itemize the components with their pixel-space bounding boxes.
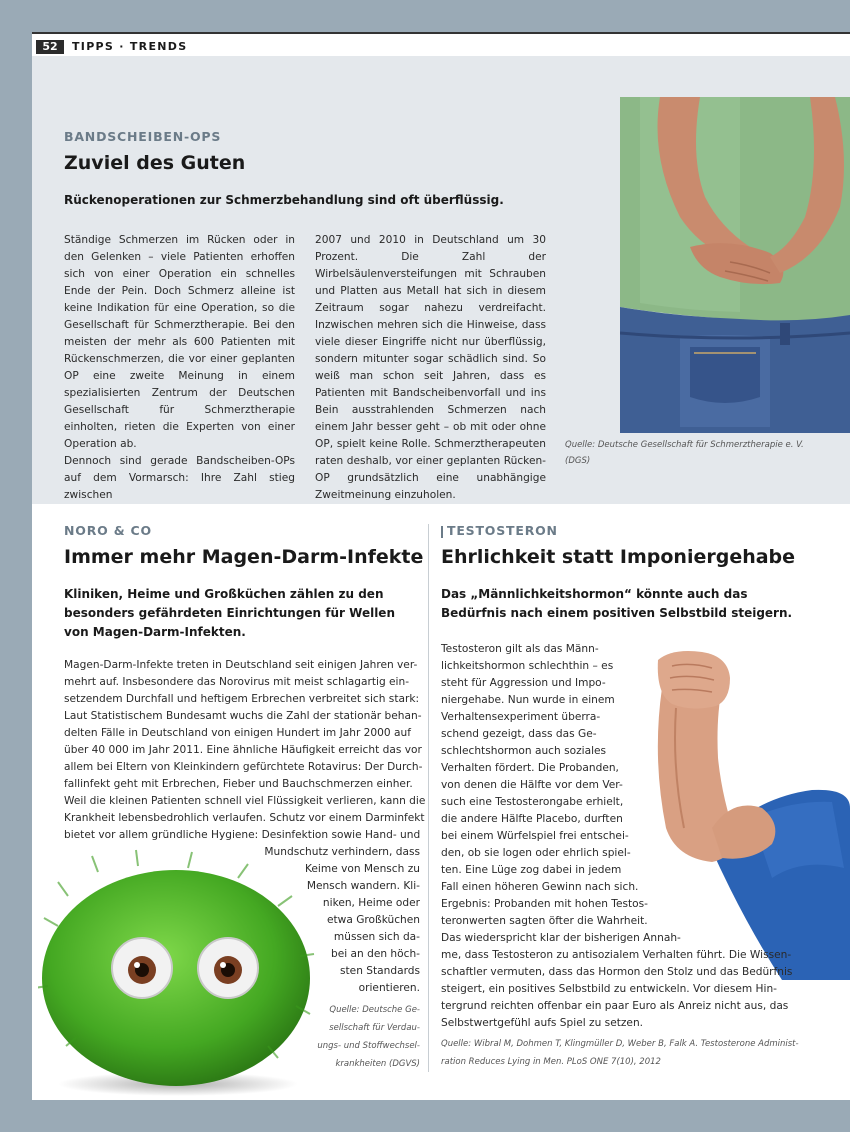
article3-body-line: me, dass Testosteron zu antisozialem Verhalten führt. Die Wissen-: [441, 949, 792, 961]
back-pain-photo: [620, 97, 850, 433]
article2-body-line: bietet vor allem gründliche Hygiene: Desinfektion sowie Hand- und: [64, 829, 421, 841]
article3-body-line: bei einem Würfelspiel frei entschei-: [441, 830, 629, 842]
article3-body-line: schend gezeigt, dass das Ge-: [441, 728, 597, 740]
header-rule: [32, 32, 850, 34]
article3-body-line: Verhalten fördert. Die Probanden,: [441, 762, 619, 774]
article2-source-line: krankheiten (DGVS): [335, 1059, 420, 1069]
article3-kicker-rule: [441, 526, 443, 538]
article3-source-line: ration Reduces Lying in Men. PLoS ONE 7(10), 2012: [441, 1057, 661, 1067]
article3-body-line: lichkeitshormon schlechthin – es: [441, 660, 614, 672]
article3-body-line: steigert, ein positives Selbstbild zu entwickeln. Vor diesem Hin-: [441, 983, 777, 995]
article1-source: Quelle: Deutsche Gesellschaft für Schmerztherapie e. V. (DGS): [565, 440, 804, 466]
article3-body-line: such eine Testosterongabe erhielt,: [441, 796, 624, 808]
article3-body-line: teronwerten sagten öfter die Wahrheit.: [441, 915, 648, 927]
article1-column-1: [64, 232, 295, 504]
article3-source-line: Quelle: Wibral M, Dohmen T, Klingmüller D, Weber B, Falk A. Testosterone Administ-: [441, 1039, 799, 1049]
article3-body-line: von denen die Hälfte vor dem Ver-: [441, 779, 623, 791]
article2-body-line: etwa Großküchen: [327, 914, 420, 926]
article3-lead: Das „Männlichkeitshormon“ könnte auch das Bedürfnis nach einem positiven Selbstbild steigern.: [441, 587, 793, 620]
article1-title: Zuviel des Guten: [64, 152, 246, 174]
article2-body-line: sten Standards: [340, 965, 420, 977]
article3-body-line: tergrund reichten offenbar ein paar Euro als Anreiz nicht aus, das: [441, 1000, 789, 1012]
green-virus-illustration: [38, 846, 316, 1096]
article2-body-line: setzendem Durchfall und heftigem Erbrechen verbreitet sich stark:: [64, 693, 420, 705]
article2-body-line: bei an den höch-: [330, 948, 420, 960]
article3-title: Ehrlichkeit statt Imponiergehabe: [441, 546, 796, 568]
article2-body-line: orientieren.: [358, 982, 420, 994]
article3-body-line: die andere Hälfte Placebo, durften: [441, 813, 623, 825]
article3-body-line: Selbstwertgefühl aufs Spiel zu setzen.: [441, 1017, 644, 1029]
article2-source-line: sellschaft für Verdau-: [329, 1023, 420, 1033]
article3-body-line: steht für Aggression und Impo-: [441, 677, 606, 689]
article3-body-line: Testosteron gilt als das Männ-: [441, 643, 599, 655]
article3-body-line: den, ob sie logen oder ehrlich spiel-: [441, 847, 631, 859]
article2-body-line: über 40 000 im Jahr 2011. Eine ähnliche Häufigkeit erreicht das vor: [64, 744, 422, 756]
article3-body-line: Verhaltensexperiment überra-: [441, 711, 601, 723]
article1-col1b-text: Dennoch sind gerade Bandscheiben-OPs auf dem Vormarsch: Ihre Zahl stieg zwischen: [64, 455, 295, 501]
article3-body-line: Ergebnis: Probanden mit hohen Testos-: [441, 898, 648, 910]
article2-body-line: Mundschutz verhindern, dass: [264, 846, 420, 858]
article2-kicker: NORO & CO: [64, 523, 152, 538]
article2-source-line: ungs- und Stoffwechsel-: [317, 1041, 420, 1051]
article2-body-line: Weil die kleinen Patienten schnell viel Flüssigkeit verlieren, kann die: [64, 795, 426, 807]
article2-body-line: Krankheit lebensbedrohlich verlaufen. Schutz vor einem Darminfekt: [64, 812, 425, 824]
article1-col1-text: Ständige Schmerzen im Rücken oder in den Gelenken – viele Patienten erhoffen sich von einer Operation ein schnelles Ende der Pein. Doch Schmerz alleine ist keine Indikation für eine Operation, so die Gesellschaft für Schmerztherapie. Bei den meisten der mehr als 600 Patienten mit Rückenschmerzen, die vor einer geplanten OP eine zweite Meinung in einem spezialisierten Zentrum der Deutschen Gesellschaft für Schmerztherapie einholten, rieten die Experten von einer Operation ab.: [64, 234, 295, 450]
article2-body-line: niken, Heime oder: [322, 897, 420, 909]
article2-body-line: delten Fälle in Deutschland von einigen Hundert im Jahr 2000 auf: [64, 727, 411, 739]
article3-body-line: ten. Eine Lüge zog dabei in jedem: [441, 864, 622, 876]
article1-column-2: [315, 232, 546, 504]
section-label: TIPPS · TRENDS: [72, 40, 188, 53]
article1-lead: Rückenoperationen zur Schmerzbehandlung sind oft überflüssig.: [64, 193, 504, 207]
column-divider: [428, 524, 429, 1072]
article2-body-line: Magen-Darm-Infekte treten in Deutschland seit einigen Jahren ver-: [64, 659, 418, 671]
article2-body-line: Laut Statistischem Bundesamt wuchs die Zahl der stationär behan-: [64, 710, 422, 722]
article3-body-line: Das wiederspricht klar der bisherigen Annah-: [441, 932, 681, 944]
article3-kicker: TESTOSTERON: [447, 523, 558, 538]
article3-body-line: Fall einen höheren Gewinn nach sich.: [441, 881, 639, 893]
article2-body-line: Mensch wandern. Kli-: [306, 880, 420, 892]
article1-kicker: BANDSCHEIBEN-OPS: [64, 129, 222, 144]
article2-body-line: müssen sich da-: [333, 931, 420, 943]
article3-body-line: schlechtshormon auch soziales: [441, 745, 607, 757]
article1-col2-text: 2007 und 2010 in Deutschland um 30 Prozent. Die Zahl der Wirbelsäulenversteifungen mit Schrauben und Platten aus Metall hat sich in diesem Zeitraum sogar nahezu verdreifacht. Inzwischen mehren sich die Hinweise, dass viele dieser Eingriffe nicht nur überflüssig, sondern mitunter sogar schädlich sind. So weiß man schon seit Jahren, dass es Patienten mit Bandscheibenvorfall und ins Bein ausstrahlenden Schmerzen nach einem Jahr besser geht – ob mit oder ohne OP, spielt keine Rolle. Schmerztherapeuten raten deshalb, vor einer geplanten Rücken-OP grundsätzlich eine unabhängige Zweitmeinung einzuholen.: [315, 234, 546, 501]
article2-source-line: Quelle: Deutsche Ge-: [329, 1005, 420, 1015]
article2-title: Immer mehr Magen-Darm-Infekte: [64, 546, 424, 568]
article2-body-line: mehrt auf. Insbesondere das Norovirus mit meist schlagartig ein-: [64, 676, 410, 688]
article2-lead: Kliniken, Heime und Großküchen zählen zu den besonders gefährdeten Einrichtungen für Wellen von Magen-Darm-Infekten.: [64, 587, 395, 639]
article2-body-line: fallinfekt geht mit Erbrechen, Fieber und Bauchschmerzen einher.: [64, 778, 413, 790]
page-number: 52: [36, 40, 64, 54]
article3-body-line: schaftler vermuten, dass das Hormon den Stolz und das Bedürfnis: [441, 966, 793, 978]
article3-body-line: niergehabe. Nun wurde in einem: [441, 694, 615, 706]
article2-body-line: allem bei Eltern von Kleinkindern gefürchtete Rotavirus: Der Durch-: [64, 761, 423, 773]
article2-body-line: Keime von Mensch zu: [305, 863, 420, 875]
